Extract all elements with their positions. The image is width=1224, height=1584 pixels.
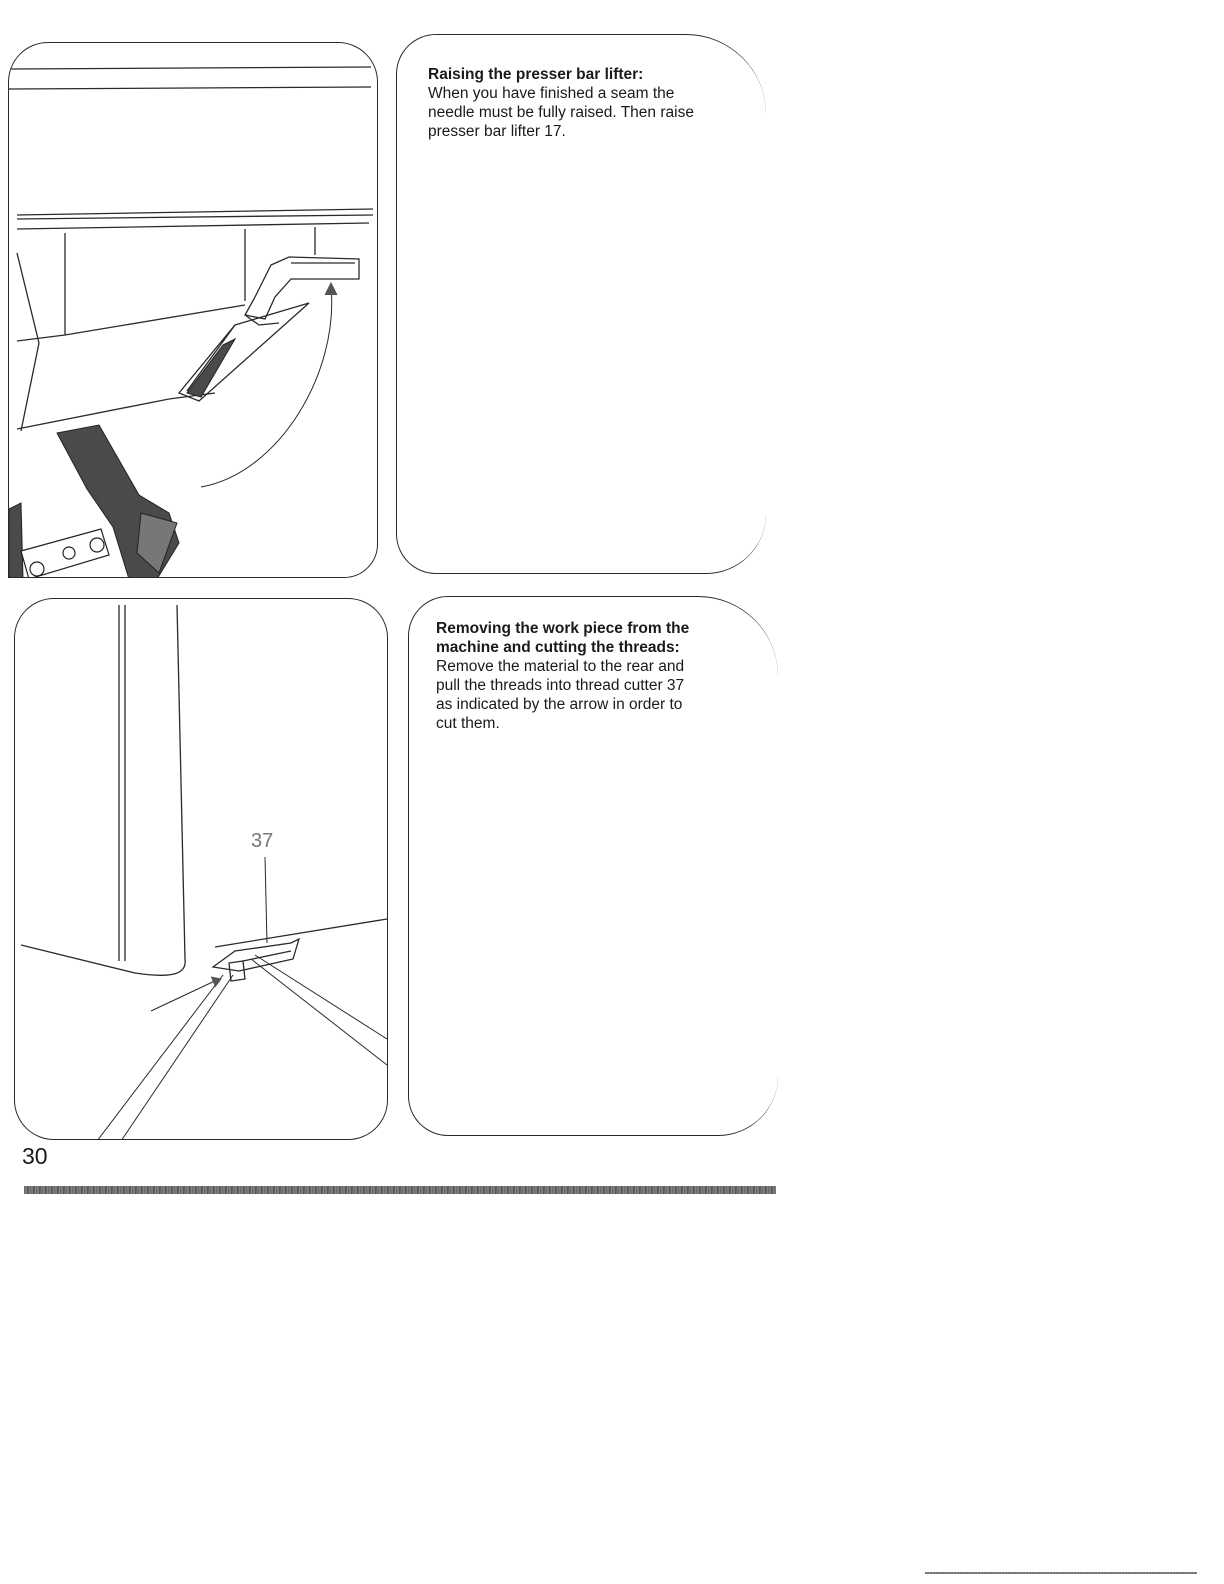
page-number: 30 <box>22 1143 48 1169</box>
removing-work-piece-text <box>436 619 756 733</box>
callout-label: 37 <box>251 830 274 852</box>
presser-bar-lifter-illustration <box>8 42 378 578</box>
section-heading: Removing the work piece from the machine and cutting the threads: <box>436 620 690 656</box>
thread-cutter-drawing <box>15 599 388 1140</box>
raising-presser-bar-text <box>428 65 748 141</box>
section-body: Remove the material to the rear and pull the threads into thread cutter 37 as indicated by the arrow in order to cut them. <box>436 658 685 732</box>
section-body: When you have finished a seam the needle must be fully raised. Then raise presser bar lifter 17. <box>428 85 694 140</box>
presser-bar-lifter-drawing <box>9 43 378 578</box>
section-heading: Raising the presser bar lifter: <box>428 66 644 83</box>
corner-scan-mark <box>925 1572 1197 1574</box>
footer-divider <box>24 1186 776 1194</box>
thread-cutter-illustration <box>14 598 388 1140</box>
